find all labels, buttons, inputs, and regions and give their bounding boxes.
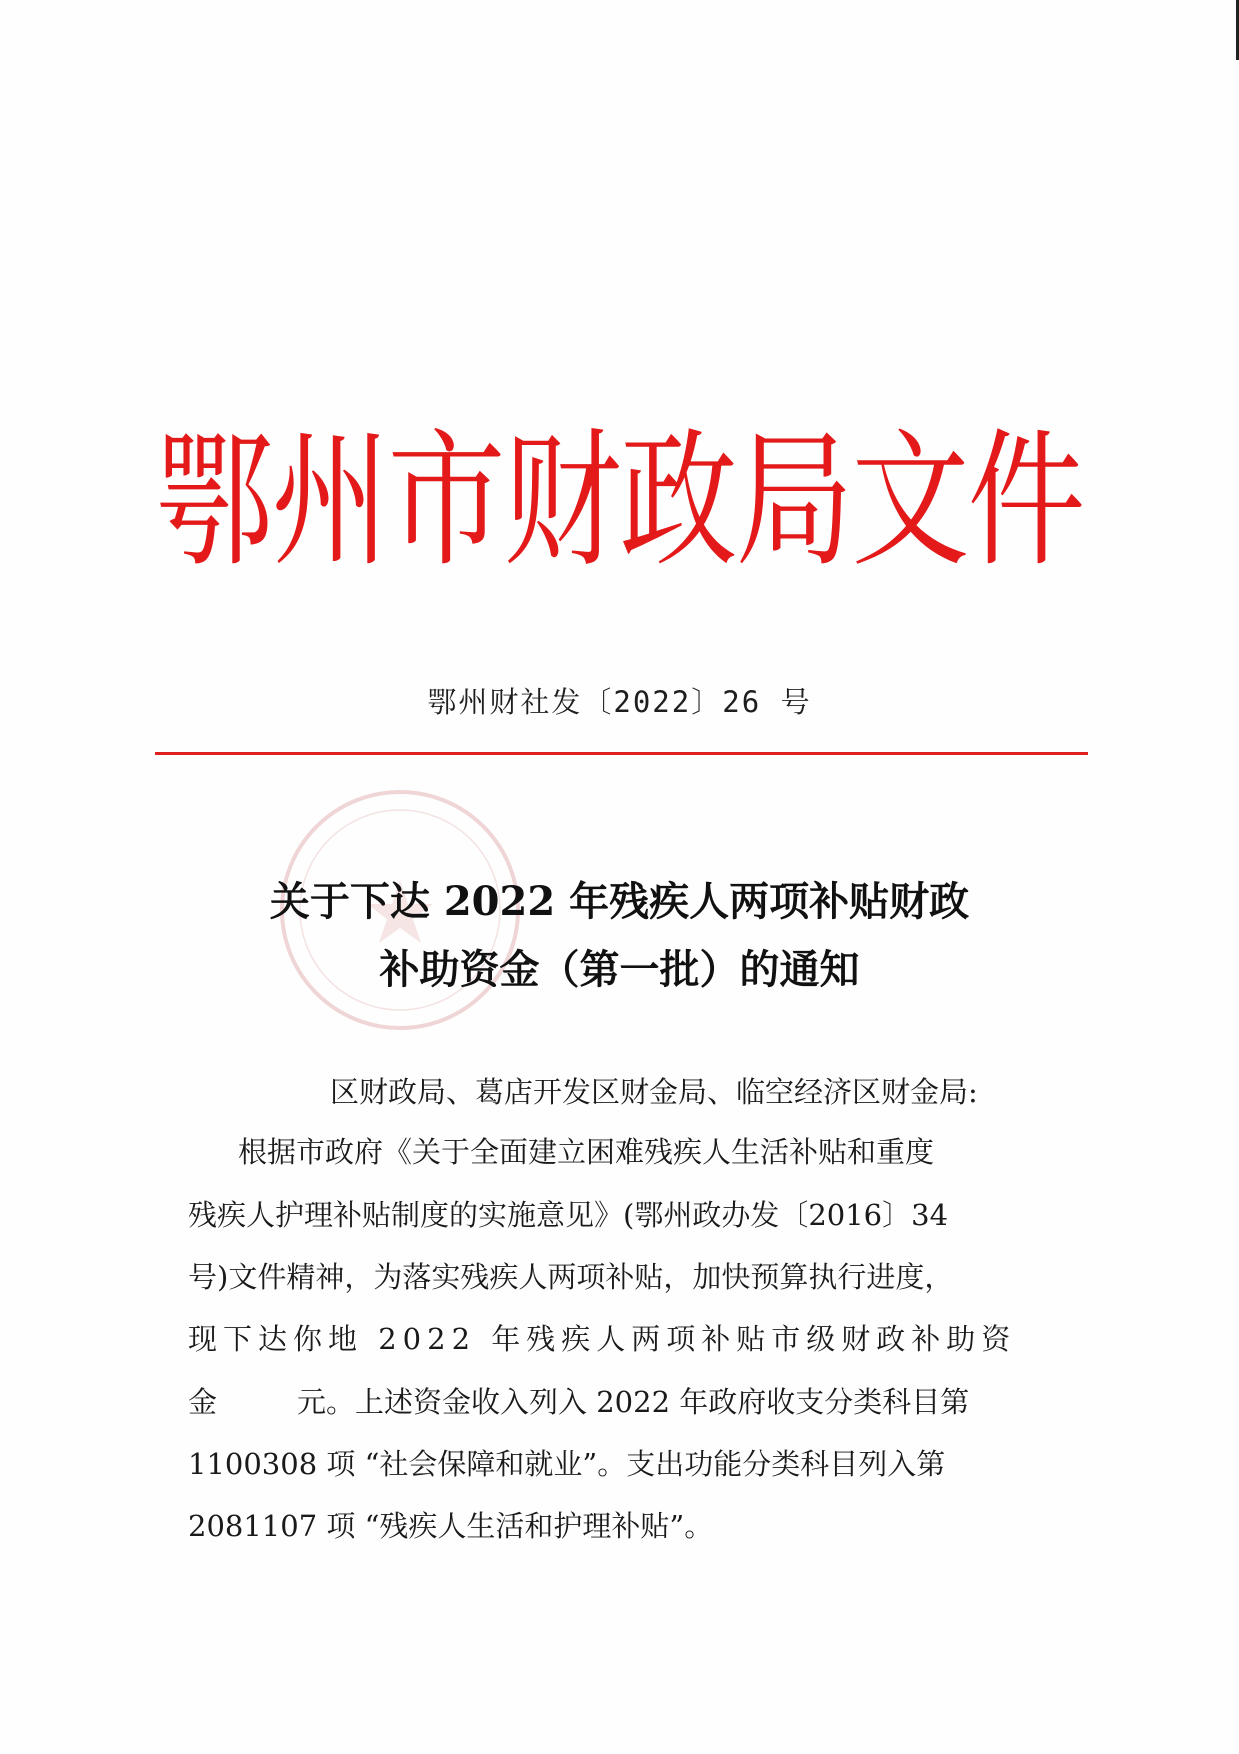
body-line-7: 2081107 项 “残疾人生活和护理补贴”。 (188, 1509, 714, 1543)
salutation: 区财政局、葛店开发区财金局、临空经济区财金局: (330, 1075, 978, 1109)
body-line-2: 残疾人护理补贴制度的实施意见》(鄂州政办发〔2016〕34 (188, 1198, 949, 1232)
masthead-title: 鄂州市财政局文件 (155, 414, 1084, 587)
title-line-2: 补助资金（第一批）的通知 (379, 946, 860, 993)
document-number: 鄂州财社发〔2022〕26 号 (427, 685, 812, 719)
body-line-5 (188, 1380, 1056, 1421)
body-line-3: 号)文件精神，为落实残疾人两项补贴，加快预算执行进度， (188, 1260, 954, 1294)
body-line-1: 根据市政府《关于全面建立困难残疾人生活补贴和重度 (238, 1135, 935, 1169)
body-line-4: 现下达你地 2022 年残疾人两项补贴市级财政补助资 (188, 1322, 1017, 1356)
body-line-6: 1100308 项 “社会保障和就业”。支出功能分类科目列入第 (188, 1447, 946, 1481)
body-line-5-rest: 元。上述资金收入列入 2022 年政府收支分类科目第 (297, 1385, 970, 1419)
red-separator-line (155, 752, 1088, 755)
body-line-5-start: 金 (188, 1385, 218, 1419)
notice-title (0, 868, 1239, 1004)
title-line-1: 关于下达 2022 年残疾人两项补贴财政 (269, 878, 970, 925)
